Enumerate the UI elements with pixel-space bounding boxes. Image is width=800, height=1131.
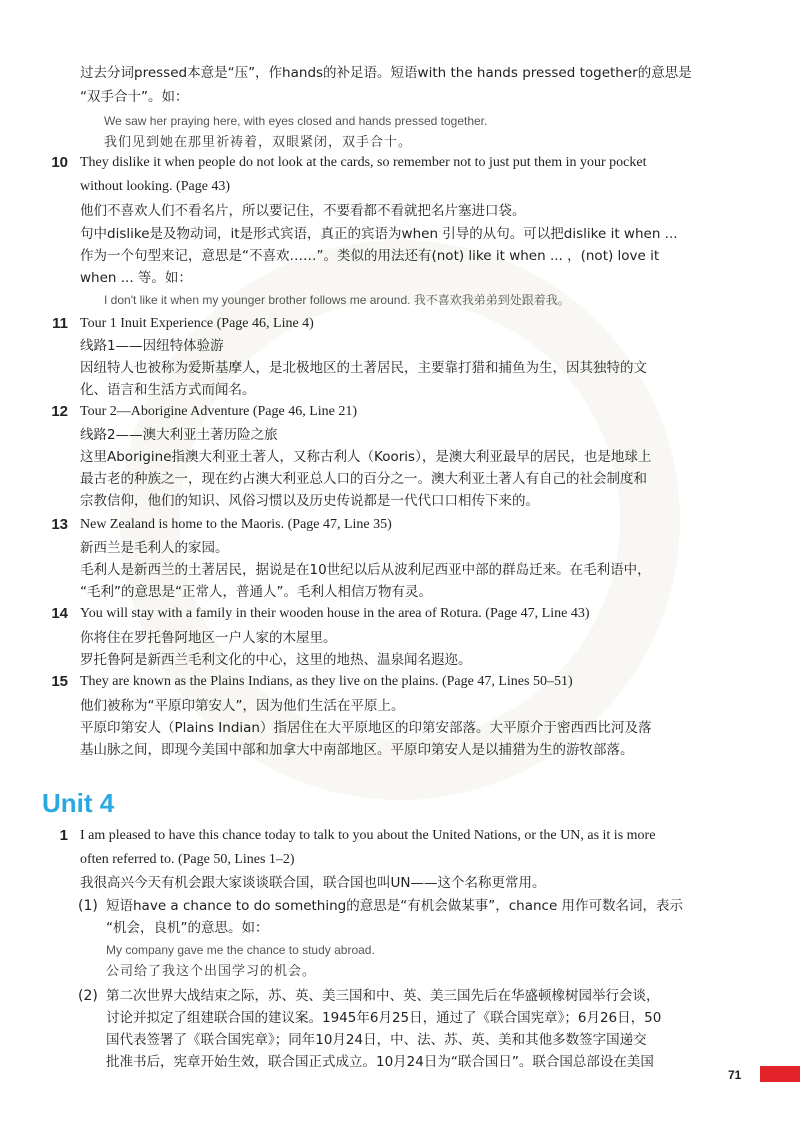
example-line: I don't like it when my younger brother follows me around. 我不喜欢我弟弟到处跟着我。	[104, 293, 570, 307]
text-line: “毛利”的意思是“正常人，普通人”。毛利人相信万物有灵。	[80, 584, 432, 600]
item-number: 15	[51, 673, 68, 690]
sub-item-label: (2)	[78, 988, 98, 1004]
text-line: when ... 等。如：	[80, 270, 192, 286]
item-number: 1	[59, 827, 68, 844]
text-line: 短语have a chance to do something的意思是“有机会做某事”，chance 用作可数名词，表示	[106, 898, 684, 914]
sub-item-label: (1)	[78, 898, 98, 914]
text-line: 句中dislike是及物动词，it是形式宾语，真正的宾语为when 引导的从句。可以把dislike it when ...	[80, 226, 678, 242]
example-en: We saw her praying here, with eyes closed and hands pressed together.	[104, 114, 488, 128]
text-line: 批准书后，宪章开始生效，联合国正式成立。10月24日为“联合国日”。联合国总部设在美国	[106, 1054, 654, 1070]
item-number: 14	[51, 605, 68, 622]
example-cn: 我们见到她在那里祈祷着，双眼紧闭，双手合十。	[104, 135, 413, 150]
text-line: “机会，良机”的意思。如：	[106, 920, 269, 936]
text-line: 基山脉之间，即现今美国中部和加拿大中南部地区。平原印第安人是以捕猎为生的游牧部落。	[80, 742, 634, 758]
item-number: 13	[51, 516, 68, 533]
text-line: Tour 2—Aborigine Adventure (Page 46, Line 21)	[80, 404, 358, 419]
text-line: 讨论并拟定了组建联合国的建议案。1945年6月25日，通过了《联合国宪章》；6月26日，50	[106, 1010, 662, 1026]
text-line: 这里Aborigine指澳大利亚土著人，又称古利人（Kooris），是澳大利亚最早的居民，也是地球上	[80, 449, 652, 465]
text-line: 最古老的种族之一，现在约占澳大利亚总人口的百分之一。澳大利亚土著人有自己的社会制度和	[80, 471, 647, 487]
text-line: 罗托鲁阿是新西兰毛利文化的中心，这里的地热、温泉闻名遐迩。	[80, 652, 472, 668]
text-line: They are known as the Plains Indians, as they live on the plains. (Page 47, Lines 50–51)	[80, 674, 573, 689]
unit-heading: Unit 4	[42, 788, 115, 818]
text-line: 他们被称为“平原印第安人”，因为他们生活在平原上。	[80, 698, 405, 714]
page-number-bar	[760, 1066, 800, 1082]
text-line: 线路2——澳大利亚土著历险之旅	[80, 427, 278, 443]
text-line: often referred to. (Page 50, Lines 1–2)	[80, 852, 295, 867]
text-line: without looking. (Page 43)	[80, 179, 231, 194]
text-line: 你将住在罗托鲁阿地区一户人家的木屋里。	[80, 630, 337, 646]
text-line: 他们不喜欢人们不看名片，所以要记住，不要看都不看就把名片塞进口袋。	[80, 203, 526, 219]
text-line: 我很高兴今天有机会跟大家谈谈联合国，联合国也叫UN——这个名称更常用。	[80, 875, 546, 891]
text-line: New Zealand is home to the Maoris. (Page 47, Line 35)	[80, 517, 392, 532]
example-cn: 公司给了我这个出国学习的机会。	[106, 964, 317, 979]
page-number: 71	[728, 1068, 742, 1082]
text-line: 过去分词pressed本意是“压”，作hands的补足语。短语with the hands pressed together的意思是	[80, 65, 692, 81]
text-line: 化、语言和生活方式而闻名。	[80, 382, 256, 398]
text-line: 因纽特人也被称为爱斯基摩人，是北极地区的土著居民，主要靠打猎和捕鱼为生，因其独特的文	[80, 360, 647, 376]
text-line: Tour 1 Inuit Experience (Page 46, Line 4)	[80, 316, 314, 331]
text-line: 第二次世界大战结束之际，苏、英、美三国和中、英、美三国先后在华盛顿橡树园举行会谈，	[106, 988, 660, 1004]
text-line: 国代表签署了《联合国宪章》；同年10月24日，中、法、苏、英、美和其他多数签字国递交	[106, 1032, 647, 1048]
example-en: My company gave me the chance to study abroad.	[106, 943, 375, 957]
item-number: 12	[51, 403, 68, 420]
item-number: 11	[52, 315, 68, 332]
text-line: You will stay with a family in their wooden house in the area of Rotura. (Page 47, Line 43)	[80, 606, 590, 621]
text-line: 新西兰是毛利人的家园。	[80, 540, 229, 556]
text-line: I am pleased to have this chance today to talk to you about the United Nations, or the UN, as it is more	[80, 828, 656, 843]
text-line: “双手合十”。如：	[80, 89, 189, 105]
text-line: 平原印第安人（Plains Indian）指居住在大平原地区的印第安部落。大平原介于密西西比河及落	[80, 720, 652, 736]
text-line: 宗教信仰，他们的知识、风俗习惯以及历史传说都是一代代口口相传下来的。	[80, 493, 539, 509]
text-line: 线路1——因纽特体验游	[80, 338, 224, 354]
item-number: 10	[51, 154, 68, 171]
text-line: 作为一个句型来记，意思是“不喜欢……”。类似的用法还有(not) like it when ... ，(not) love it	[80, 248, 660, 264]
text-line: They dislike it when people do not look at the cards, so remember not to just put them in your pocket	[80, 155, 647, 170]
text-line: 毛利人是新西兰的土著居民，据说是在10世纪以后从波利尼西亚中部的群岛迁来。在毛利语中，	[80, 562, 651, 578]
